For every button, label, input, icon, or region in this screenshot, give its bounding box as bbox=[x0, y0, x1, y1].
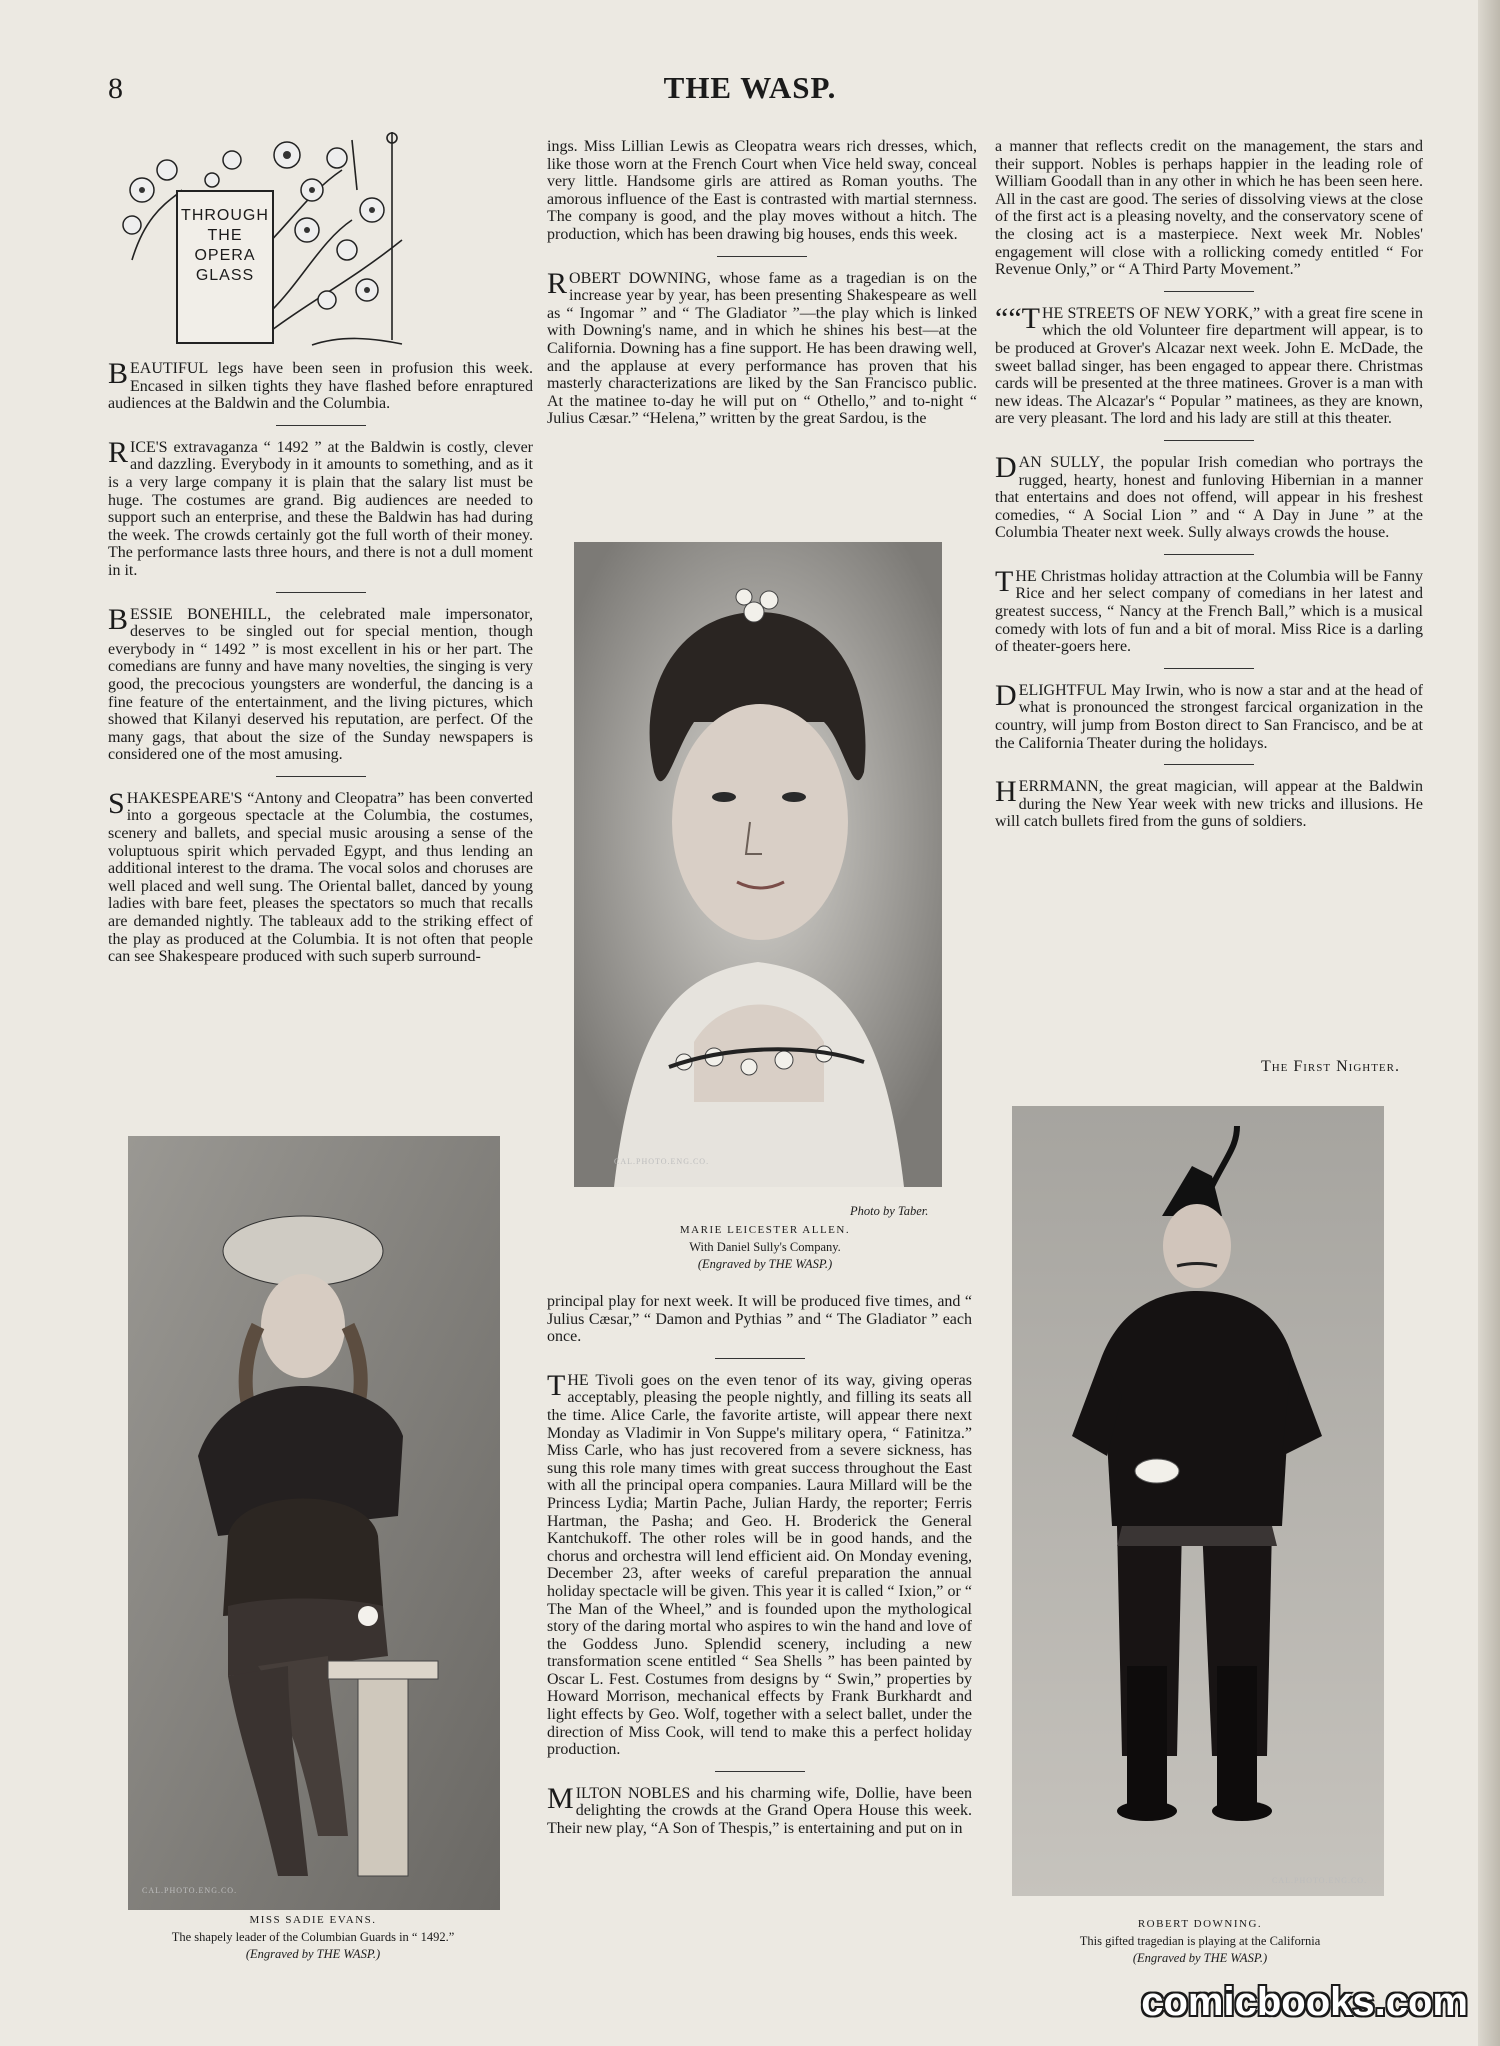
article-paragraph bbox=[108, 357, 533, 413]
photo-engraver-mark: CAL.PHOTO.ENG.CO. bbox=[142, 1886, 238, 1895]
caption-title: MISS SADIE EVANS. bbox=[249, 1914, 377, 1926]
paragraph-text: ings. Miss Lillian Lewis as Cleopatra wears rich dresses, which, like those worn at the French Court when Vice held sway, conceal very little. Handsome girls are attired as Roman youths. The amorous influence of the East is contrasted with martial sternness. The company is good, and the play moves without a hitch. The production, which has been drawing big houses, ends this week. bbox=[547, 138, 977, 243]
article-paragraph bbox=[547, 266, 977, 428]
lead-words: ELIGHTFUL bbox=[1018, 681, 1107, 699]
caption-line: With Daniel Sully's Company. bbox=[689, 1240, 841, 1254]
photo-engraver-mark: CAL.PHOTO.ENG.CO. bbox=[1272, 1876, 1368, 1885]
section-divider bbox=[276, 592, 366, 593]
drop-cap: B bbox=[108, 357, 129, 390]
article-paragraph bbox=[547, 1368, 972, 1759]
caption-title: MARIE LEICESTER ALLEN. bbox=[679, 1224, 851, 1236]
section-divider bbox=[1164, 764, 1254, 765]
opera-glass-ornament bbox=[112, 130, 412, 352]
section-divider bbox=[1164, 291, 1254, 292]
lead-words: ERRMANN bbox=[1018, 778, 1099, 796]
article-paragraph bbox=[995, 138, 1423, 279]
lead-words: ESSIE BONEHILL bbox=[130, 605, 268, 623]
site-watermark: comicbooks.com bbox=[1141, 1980, 1468, 2024]
section-divider bbox=[715, 1358, 805, 1359]
paragraph-text: Tivoli goes on the even tenor of its way, giving operas acceptably, pleasing the people nightly, and filling its seats all the time. Alice Carle, the favorite artiste, will appear there next Monday as Vladimir in Von Suppe's military opera, “ Fatinitza.” Miss Carle, who has just recovered from a severe sickness, has sung this role many times with great success throughout the East with all the principal opera companies. Laura Millard will be the Princess Lydia; Martin Pache, Julian Hardy, the reporter; Ferris Hartman, the Pasha; and Geo. H. Broderick the General Kantchukoff. The other roles will be in good hands, and the chorus and orchestra will lend efficient aid. On Monday evening, December 23, after weeks of careful preparation the annual holiday spectacle will be given. This year it is called “ Ixion,” or “ The Man of the Wheel,” and is founded upon the mythological story of the daring mortal who aspires to win the hand and love of the Goddess Juno. Splendid scenery, including a new transformation scene entitled “ Sea Shells ” has been painted by Oscar L. Fest. Costumes from designs by “ Swin,” properties by Howard Morrison, mechanical effects by Frank Burkhardt and light effects by Geo. Wolf, together with a select ballet, under the direction of Miss Cook, will tend to make this a perfect holiday production. bbox=[547, 1371, 972, 1759]
article-column-center-bottom bbox=[547, 1293, 972, 1838]
byline-block bbox=[995, 1052, 1400, 1076]
caption-engraved: (Engraved by THE WASP.) bbox=[245, 1947, 381, 1961]
caption-line: This gifted tragedian is playing at the California bbox=[1079, 1934, 1321, 1948]
paragraph-text: Christmas holiday attraction at the Columbia will be Fanny Rice and her select company of comedians in her latest and greatest success, “ Nancy at the French Ball,” which is a musical comedy with lots of fun and a bit of moral. Miss Rice is a darling of theater-goers here. bbox=[995, 567, 1423, 656]
caption-line: The shapely leader of the Columbian Guards in “ 1492.” bbox=[171, 1930, 455, 1944]
paragraph-text: , the popular Irish comedian who portrays the rugged, hearty, honest and funloving Hibernian in a manner that entertains and does not offend, will appear in his freshest comedies, “ A Social Lion ” and “ A Day in June ” at the Columbia Theater next week. Sully always crowds the house. bbox=[995, 453, 1424, 542]
lead-words: HE bbox=[1015, 567, 1037, 585]
article-paragraph bbox=[995, 564, 1423, 656]
article-paragraph bbox=[547, 1293, 972, 1346]
article-paragraph bbox=[108, 435, 533, 580]
section-divider bbox=[1164, 554, 1254, 555]
lead-words: HE bbox=[567, 1371, 589, 1389]
page-number: 8 bbox=[108, 72, 123, 105]
article-paragraph bbox=[108, 602, 533, 764]
portrait-photo-robert-downing bbox=[1012, 1106, 1384, 1896]
lead-words: ILTON NOBLES bbox=[575, 1784, 691, 1802]
article-paragraph bbox=[995, 450, 1424, 542]
drop-cap: ““T bbox=[995, 301, 1040, 335]
paragraph-text: and his charming wife, Dollie, have been delighting the crowds at the Grand Opera House this week. Their new play, “A Son of Thespis,” is entertaining and put on in bbox=[547, 1784, 972, 1838]
article-paragraph bbox=[547, 138, 977, 244]
article-paragraph bbox=[995, 301, 1423, 428]
drop-cap: T bbox=[547, 1368, 566, 1402]
opera-glass-label-box bbox=[176, 190, 274, 344]
opera-glass-label: THROUGH THE OPERA GLASS bbox=[181, 207, 269, 284]
article-column-left bbox=[108, 357, 533, 966]
drop-cap: S bbox=[108, 786, 125, 820]
lead-words: OBERT DOWNING bbox=[569, 269, 707, 287]
paragraph-text: “Antony and Cleopatra” has been converted into a gorgeous spectacle at the Columbia, the costumes, scenery and ballets, and special music arousing a sense of the voluptuous spirit which pervaded Egypt, and thus lending an additional interest to the drama. The vocal solos and choruses are well placed and well sung. The Oriental ballet, danced by young ladies with bare feet, pleases the spectators so much that recalls are demanded nightly. The tableaux add to the striking effect of the play as produced at the Columbia. It is not often that people can see Shakespeare produced with such superb surround- bbox=[108, 789, 533, 966]
paragraph-text: , the great magician, will appear at the Baldwin during the New Year week with new tricks and illusions. He will catch bullets fired from the guns of soldiers. bbox=[995, 778, 1423, 831]
masthead-title: THE WASP. bbox=[663, 70, 837, 105]
drop-cap: D bbox=[995, 678, 1017, 712]
paragraph-text: ,” with a great fire scene in which the old Volunteer fire department will appear, is to be produced at Grover's Alcazar next week. John E. McDade, the sweet ballad singer, has been engaged to appear there. Christmas cards will be presented at the three matinees. Grover is a man with new ideas. The Alcazar's “ Popular ” matinees, as they are known, are very pleasant. The lord and his lady are still at this theater. bbox=[995, 304, 1423, 428]
caption-center bbox=[580, 1222, 950, 1273]
section-divider bbox=[1164, 440, 1254, 441]
paragraph-text: May Irwin, who is now a star and at the head of what is pronounced the strongest farcical organization in the country, will jump from Boston direct to San Francisco, and be at the California Theater during the holidays. bbox=[995, 681, 1423, 752]
drop-cap: M bbox=[547, 1781, 574, 1815]
section-divider bbox=[1164, 668, 1254, 669]
paragraph-text: , the celebrated male impersonator, deserves to be singled out for special mention, though everybody in “ 1492 ” is most excellent in his or her part. The comedians are funny and have many novelties, the singing is very good, the precocious youngsters are wonderful, the dancing is a fine feature of the entertainment, and the living pictures, which showed that Kilanyi deserved his reputation, are perfect. Of the many gags, that about the size of the Sunday newspapers is considered one of the most amusing. bbox=[108, 605, 533, 764]
paragraph-text: legs have been seen in profusion this week. Encased in silken tights they have flashed before enraptured audiences at the Baldwin and the Columbia. bbox=[108, 360, 533, 413]
photo-engraver-mark: CAL.PHOTO.ENG.CO. bbox=[614, 1157, 710, 1166]
caption-engraved: (Engraved by THE WASP.) bbox=[697, 1257, 833, 1271]
article-column-center-top bbox=[547, 138, 977, 428]
caption-title: ROBERT DOWNING. bbox=[1137, 1918, 1263, 1930]
paragraph-text: a manner that reflects credit on the management, the stars and their support. Nobles is perhaps happier in the leading role of William Goodall than in any other in which he has been seen here. All in the cast are good. The series of dissolving views at the close of the first act is a pleasing novelty, and the conservatory scene of the closing act is a masterpiece. Next week Mr. Nobles' engagement will close with a rollicking comedy entitled “ For Revenue Only,” or “ A Third Party Movement.” bbox=[995, 138, 1423, 279]
article-paragraph bbox=[995, 678, 1423, 752]
lead-words: ICE'S bbox=[130, 438, 168, 456]
caption-right bbox=[995, 1916, 1405, 1967]
paragraph-text: , whose fame as a tragedian is on the increase year by year, has been presenting Shakespeare as well as “ Ingomar ” and “ The Gladiator ”—the play which is linked with Downing's name, and in which he shines his best—at the California. Downing has a fine support. He has been drawing well, and the applause at every performance has proven that his masterly characterizations are liked by the San Francisco public. At the matinee to-day he will put on “ Othello,” and to-night “ Julius Cæsar.” “Helena,” written by the great Sardou, is the bbox=[547, 269, 977, 428]
lead-words: HE STREETS OF NEW YORK bbox=[1041, 304, 1249, 322]
drop-cap: R bbox=[108, 435, 129, 469]
section-divider bbox=[715, 1771, 805, 1772]
photo-credit: Photo by Taber. bbox=[850, 1204, 929, 1218]
caption-left bbox=[108, 1912, 518, 1963]
lead-words: AN SULLY bbox=[1018, 453, 1101, 471]
caption-engraved: (Engraved by THE WASP.) bbox=[1132, 1951, 1268, 1965]
byline-signature: The First Nighter. bbox=[1260, 1058, 1400, 1075]
article-paragraph bbox=[995, 775, 1423, 831]
section-divider bbox=[276, 776, 366, 777]
drop-cap: B bbox=[108, 602, 129, 636]
section-divider bbox=[717, 256, 807, 257]
section-divider bbox=[276, 425, 366, 426]
lead-words: EAUTIFUL bbox=[130, 360, 209, 377]
drop-cap: R bbox=[547, 266, 568, 300]
drop-cap: T bbox=[995, 564, 1014, 598]
article-paragraph bbox=[108, 786, 533, 966]
paragraph-text: extravaganza “ 1492 ” at the Baldwin is costly, clever and dazzling. Everybody in it amounts to something, and as it is a very large company it is plain that the salary list must be huge. The costumes are grand. Big audiences are needed to support such an enterprise, and these the Baldwin has had during the week. The crowds certainly got the full worth of their money. The performance lasts three hours, and there is not a dull moment in it. bbox=[108, 438, 533, 579]
portrait-photo-marie-leicester-allen bbox=[574, 542, 942, 1187]
article-paragraph bbox=[547, 1781, 972, 1838]
drop-cap: D bbox=[995, 450, 1017, 484]
article-column-right bbox=[995, 138, 1423, 831]
drop-cap: H bbox=[995, 775, 1017, 809]
lead-words: HAKESPEARE'S bbox=[126, 789, 243, 807]
portrait-photo-sadie-evans bbox=[128, 1136, 500, 1910]
paragraph-text: principal play for next week. It will be produced five times, and “ Julius Cæsar,” “ Damon and Pythias ” and “ The Gladiator ” each once. bbox=[547, 1293, 972, 1346]
page-edge bbox=[1478, 0, 1500, 2046]
